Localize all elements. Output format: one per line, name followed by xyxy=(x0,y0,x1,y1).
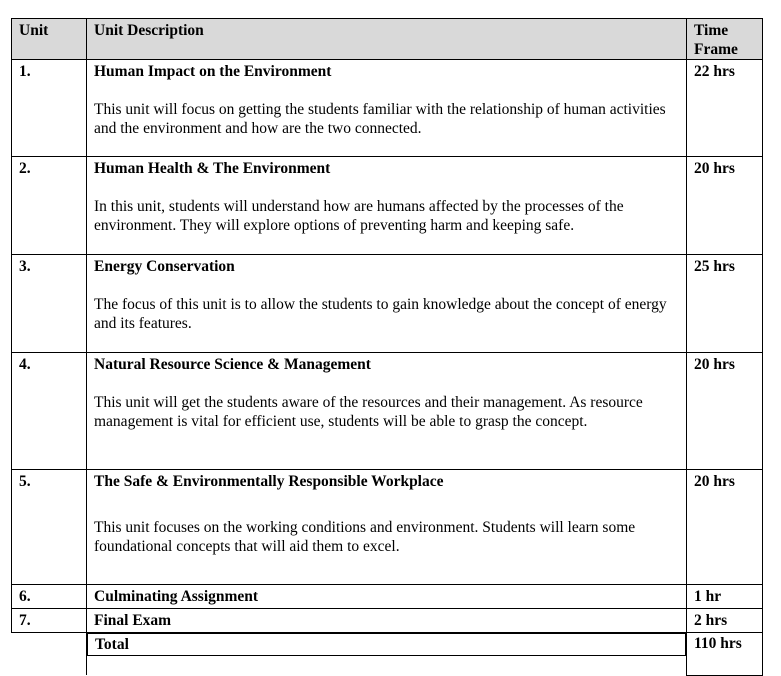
unit-title: Human Impact on the Environment xyxy=(94,63,332,80)
unit-title: Final Exam xyxy=(94,612,172,629)
unit-description-cell xyxy=(87,157,687,255)
unit-description: This unit will focus on getting the students familiar with the relationship of human activities and the environment and how are the two connected. xyxy=(94,101,666,137)
unit-time: 1 hr xyxy=(687,585,763,609)
table-row xyxy=(12,60,763,157)
total-label: Total xyxy=(87,633,686,656)
unit-description: This unit focuses on the working conditions and environment. Students will learn some foundational concepts that will aid them to excel. xyxy=(94,519,636,555)
unit-number: 1. xyxy=(12,60,87,157)
unit-description: The focus of this unit is to allow the students to gain knowledge about the concept of energy and its features. xyxy=(94,296,667,332)
unit-title: Natural Resource Science & Management xyxy=(94,356,371,373)
unit-description-cell xyxy=(87,470,687,585)
unit-schedule-table xyxy=(11,18,763,676)
total-time: 110 hrs xyxy=(687,633,763,676)
table-row xyxy=(12,585,763,609)
unit-time: 2 hrs xyxy=(687,609,763,633)
unit-title: Human Health & The Environment xyxy=(94,160,331,177)
unit-title: The Safe & Environmentally Responsible Workplace xyxy=(94,473,444,490)
unit-description-cell xyxy=(87,585,687,609)
unit-description: This unit will get the students aware of the resources and their management. As resource management is vital for efficient use, students will be able to grasp the concept. xyxy=(94,394,643,430)
unit-number: 2. xyxy=(12,157,87,255)
unit-title: Energy Conservation xyxy=(94,258,235,275)
header-unit: Unit xyxy=(12,19,87,60)
total-row xyxy=(12,633,763,676)
table-row xyxy=(12,609,763,633)
unit-description-cell xyxy=(87,609,687,633)
unit-time: 20 hrs xyxy=(687,353,763,470)
unit-number: 3. xyxy=(12,255,87,353)
unit-number: 5. xyxy=(12,470,87,585)
table-row xyxy=(12,470,763,585)
table-row xyxy=(12,157,763,255)
unit-time: 25 hrs xyxy=(687,255,763,353)
unit-description-cell xyxy=(87,353,687,470)
unit-description: In this unit, students will understand how are humans affected by the processes of the environment. They will explore options of preventing harm and keeping safe. xyxy=(94,198,624,234)
total-empty-cell xyxy=(12,633,87,676)
unit-number: 7. xyxy=(12,609,87,633)
header-time-frame: Time Frame xyxy=(687,19,763,60)
unit-description-cell xyxy=(87,60,687,157)
unit-time: 20 hrs xyxy=(687,157,763,255)
unit-description-cell xyxy=(87,255,687,353)
unit-number: 6. xyxy=(12,585,87,609)
header-description: Unit Description xyxy=(87,19,687,60)
unit-title: Culminating Assignment xyxy=(94,588,259,605)
table-row xyxy=(12,353,763,470)
unit-number: 4. xyxy=(12,353,87,470)
unit-time: 20 hrs xyxy=(687,470,763,585)
table-row xyxy=(12,255,763,353)
header-row xyxy=(12,19,763,60)
unit-time: 22 hrs xyxy=(687,60,763,157)
